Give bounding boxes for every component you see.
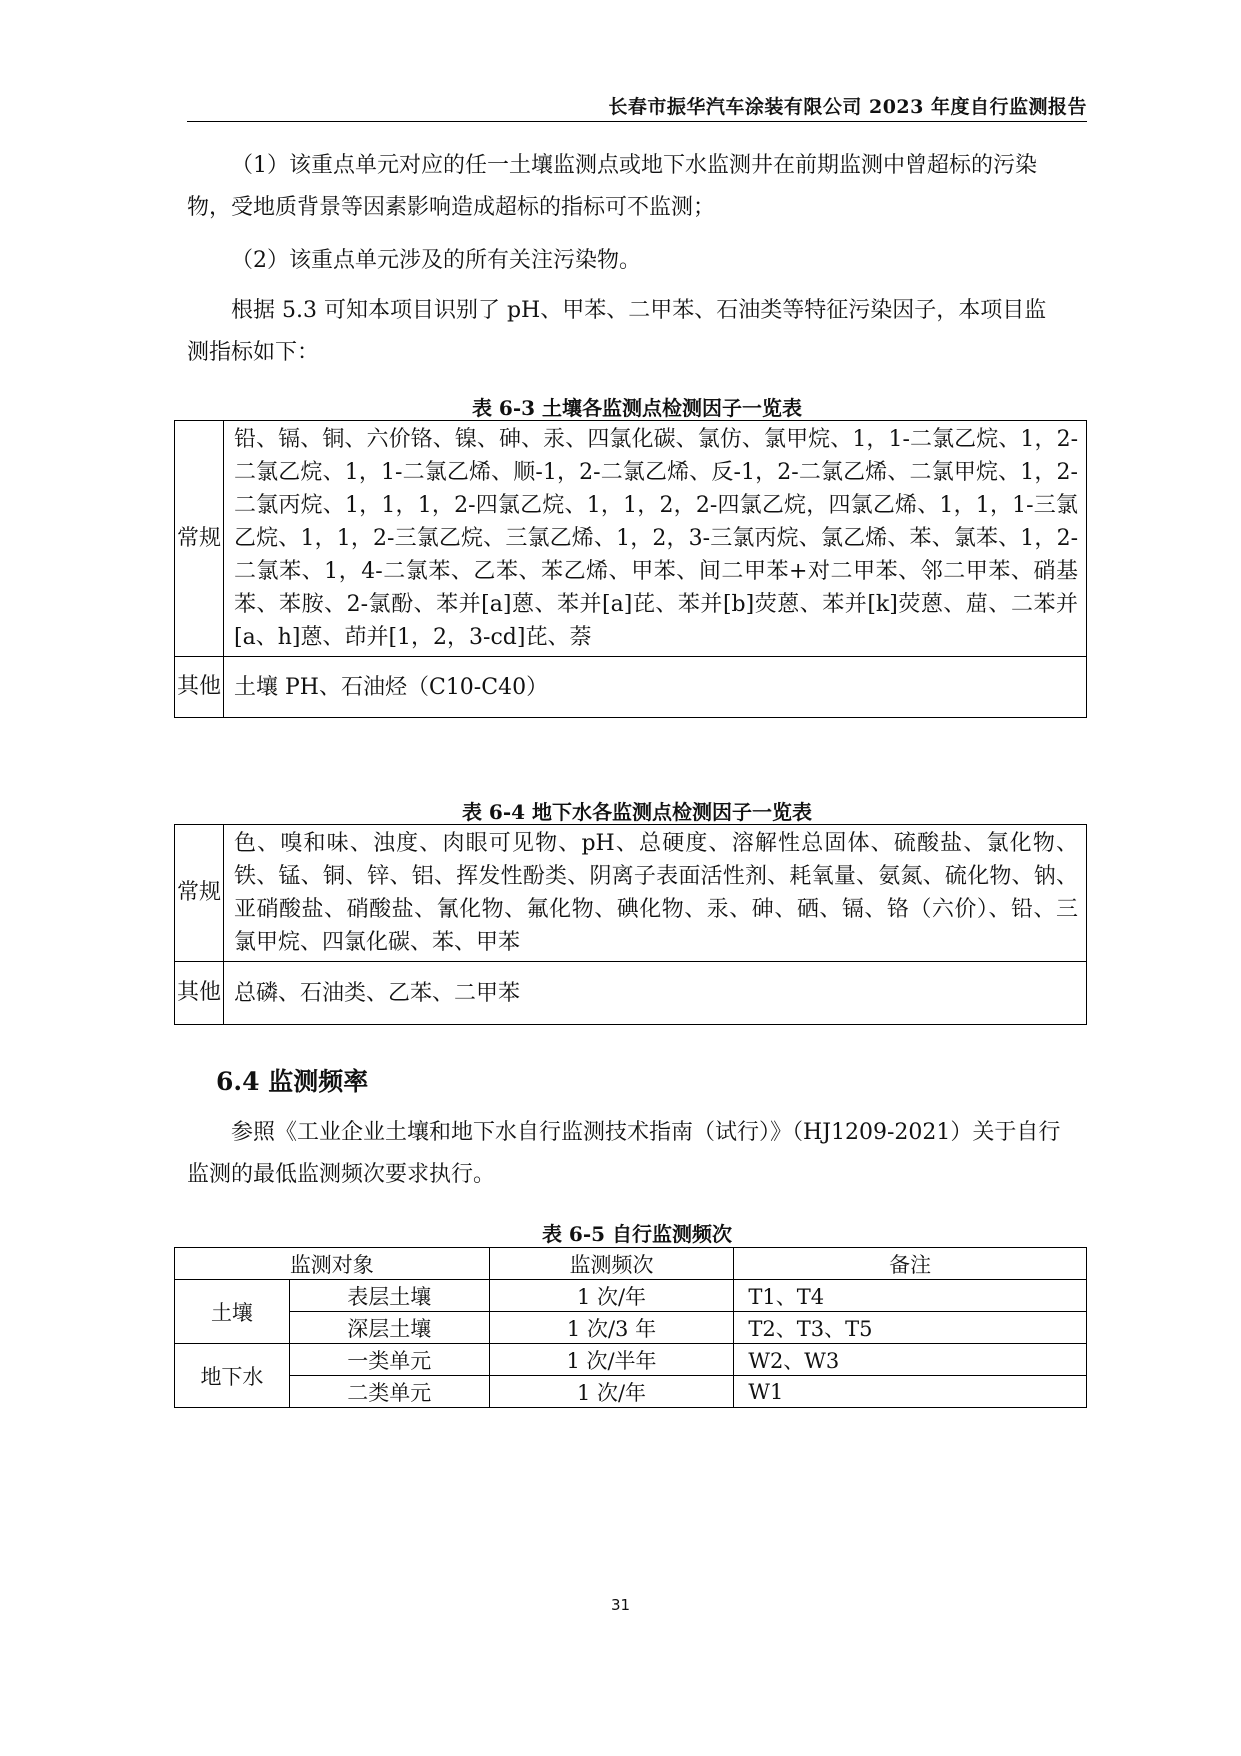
table-row: [175, 1280, 1087, 1312]
frequency-cell: 1 次/半年: [489, 1344, 734, 1376]
category-cell: 其他: [175, 962, 224, 1025]
note-cell: W2、W3: [734, 1344, 1087, 1376]
column-header: 监测对象: [175, 1248, 490, 1280]
table-row: [175, 1376, 1087, 1408]
sub-object-cell: 深层土壤: [289, 1312, 489, 1344]
note-cell: W1: [734, 1376, 1087, 1408]
table-row: [175, 825, 1087, 962]
frequency-cell: 1 次/3 年: [489, 1312, 734, 1344]
factor-list-cell: 色、嗅和味、浊度、肉眼可见物、pH、总硬度、溶解性总固体、硫酸盐、氯化物、铁、锰、铜、锌、铝、挥发性酚类、阴离子表面活性剂、耗氧量、氨氮、硫化物、钠、亚硝酸盐、硝酸盐、氰化物、氟化物、碘化物、汞、砷、硒、镉、铬（六价）、铅、三氯甲烷、四氯化碳、苯、甲苯: [224, 825, 1087, 962]
category-cell: 其他: [175, 657, 224, 718]
table-6-4-caption: 表 6-4 地下水各监测点检测因子一览表: [461, 800, 813, 824]
header-divider: [187, 121, 1087, 122]
category-cell: 常规: [175, 421, 224, 657]
factor-list-cell: 总磷、石油类、乙苯、二甲苯: [224, 962, 1087, 1025]
column-header: 备注: [734, 1248, 1087, 1280]
section-heading: 6.4 监测频率: [216, 1067, 369, 1096]
table-row: [175, 657, 1087, 718]
soil-factor-table: [174, 420, 1087, 718]
table-row: [175, 1312, 1087, 1344]
groundwater-factor-table: [174, 824, 1087, 1025]
intro-item-2: （2）该重点单元涉及的所有关注污染物。: [231, 248, 641, 273]
frequency-cell: 1 次/年: [489, 1280, 734, 1312]
monitoring-frequency-table: [174, 1247, 1087, 1408]
object-cell: 地下水: [175, 1344, 290, 1408]
category-cell: 常规: [175, 825, 224, 962]
table-row: [175, 962, 1087, 1025]
object-cell: 土壤: [175, 1280, 290, 1344]
sub-object-cell: 表层土壤: [289, 1280, 489, 1312]
table-6-3-caption: 表 6-3 土壤各监测点检测因子一览表: [471, 396, 803, 420]
table-header-row: [175, 1248, 1087, 1280]
sub-object-cell: 二类单元: [289, 1376, 489, 1408]
page-number: 31: [610, 1596, 631, 1614]
section-paragraph: 参照《工业企业土壤和地下水自行监测技术指南（试行）》（HJ1209-2021）关于自行监测的最低监测频次要求执行。: [187, 1120, 1061, 1187]
table-row: [175, 1344, 1087, 1376]
factor-list-cell: 土壤 PH、石油烃（C10-C40）: [224, 657, 1087, 718]
frequency-cell: 1 次/年: [489, 1376, 734, 1408]
running-header-title: 长春市振华汽车涂装有限公司 2023 年度自行监测报告: [608, 96, 1087, 118]
table-row: [175, 421, 1087, 657]
intro-summary: 根据 5.3 可知本项目识别了 pH、甲苯、二甲苯、石油类等特征污染因子，本项目监测指标如下：: [187, 298, 1047, 365]
sub-object-cell: 一类单元: [289, 1344, 489, 1376]
note-cell: T1、T4: [734, 1280, 1087, 1312]
note-cell: T2、T3、T5: [734, 1312, 1087, 1344]
factor-list-cell: 铅、镉、铜、六价铬、镍、砷、汞、四氯化碳、氯仿、氯甲烷、1，1-二氯乙烷、1，2-二氯乙烷、1，1-二氯乙烯、顺-1，2-二氯乙烯、反-1，2-二氯乙烯、二氯甲烷、1，2-二氯丙烷、1，1，1，2-四氯乙烷、1，1，2，2-四氯乙烷，四氯乙烯、1，1，1-三氯乙烷、1，1，2-三氯乙烷、三氯乙烯、1，2，3-三氯丙烷、氯乙烯、苯、氯苯、1，2-二氯苯、1，4-二氯苯、乙苯、苯乙烯、甲苯、间二甲苯+对二甲苯、邻二甲苯、硝基苯、苯胺、2-氯酚、苯并[a]蒽、苯并[a]芘、苯并[b]荧蒽、苯并[k]荧蒽、䓛、二苯并[a、h]蒽、茚并[1，2，3-cd]芘、萘: [224, 421, 1087, 657]
column-header: 监测频次: [489, 1248, 734, 1280]
table-6-5-caption: 表 6-5 自行监测频次: [541, 1222, 733, 1246]
intro-item-1: （1）该重点单元对应的任一土壤监测点或地下水监测井在前期监测中曾超标的污染物，受地质背景等因素影响造成超标的指标可不监测；: [187, 153, 1037, 220]
